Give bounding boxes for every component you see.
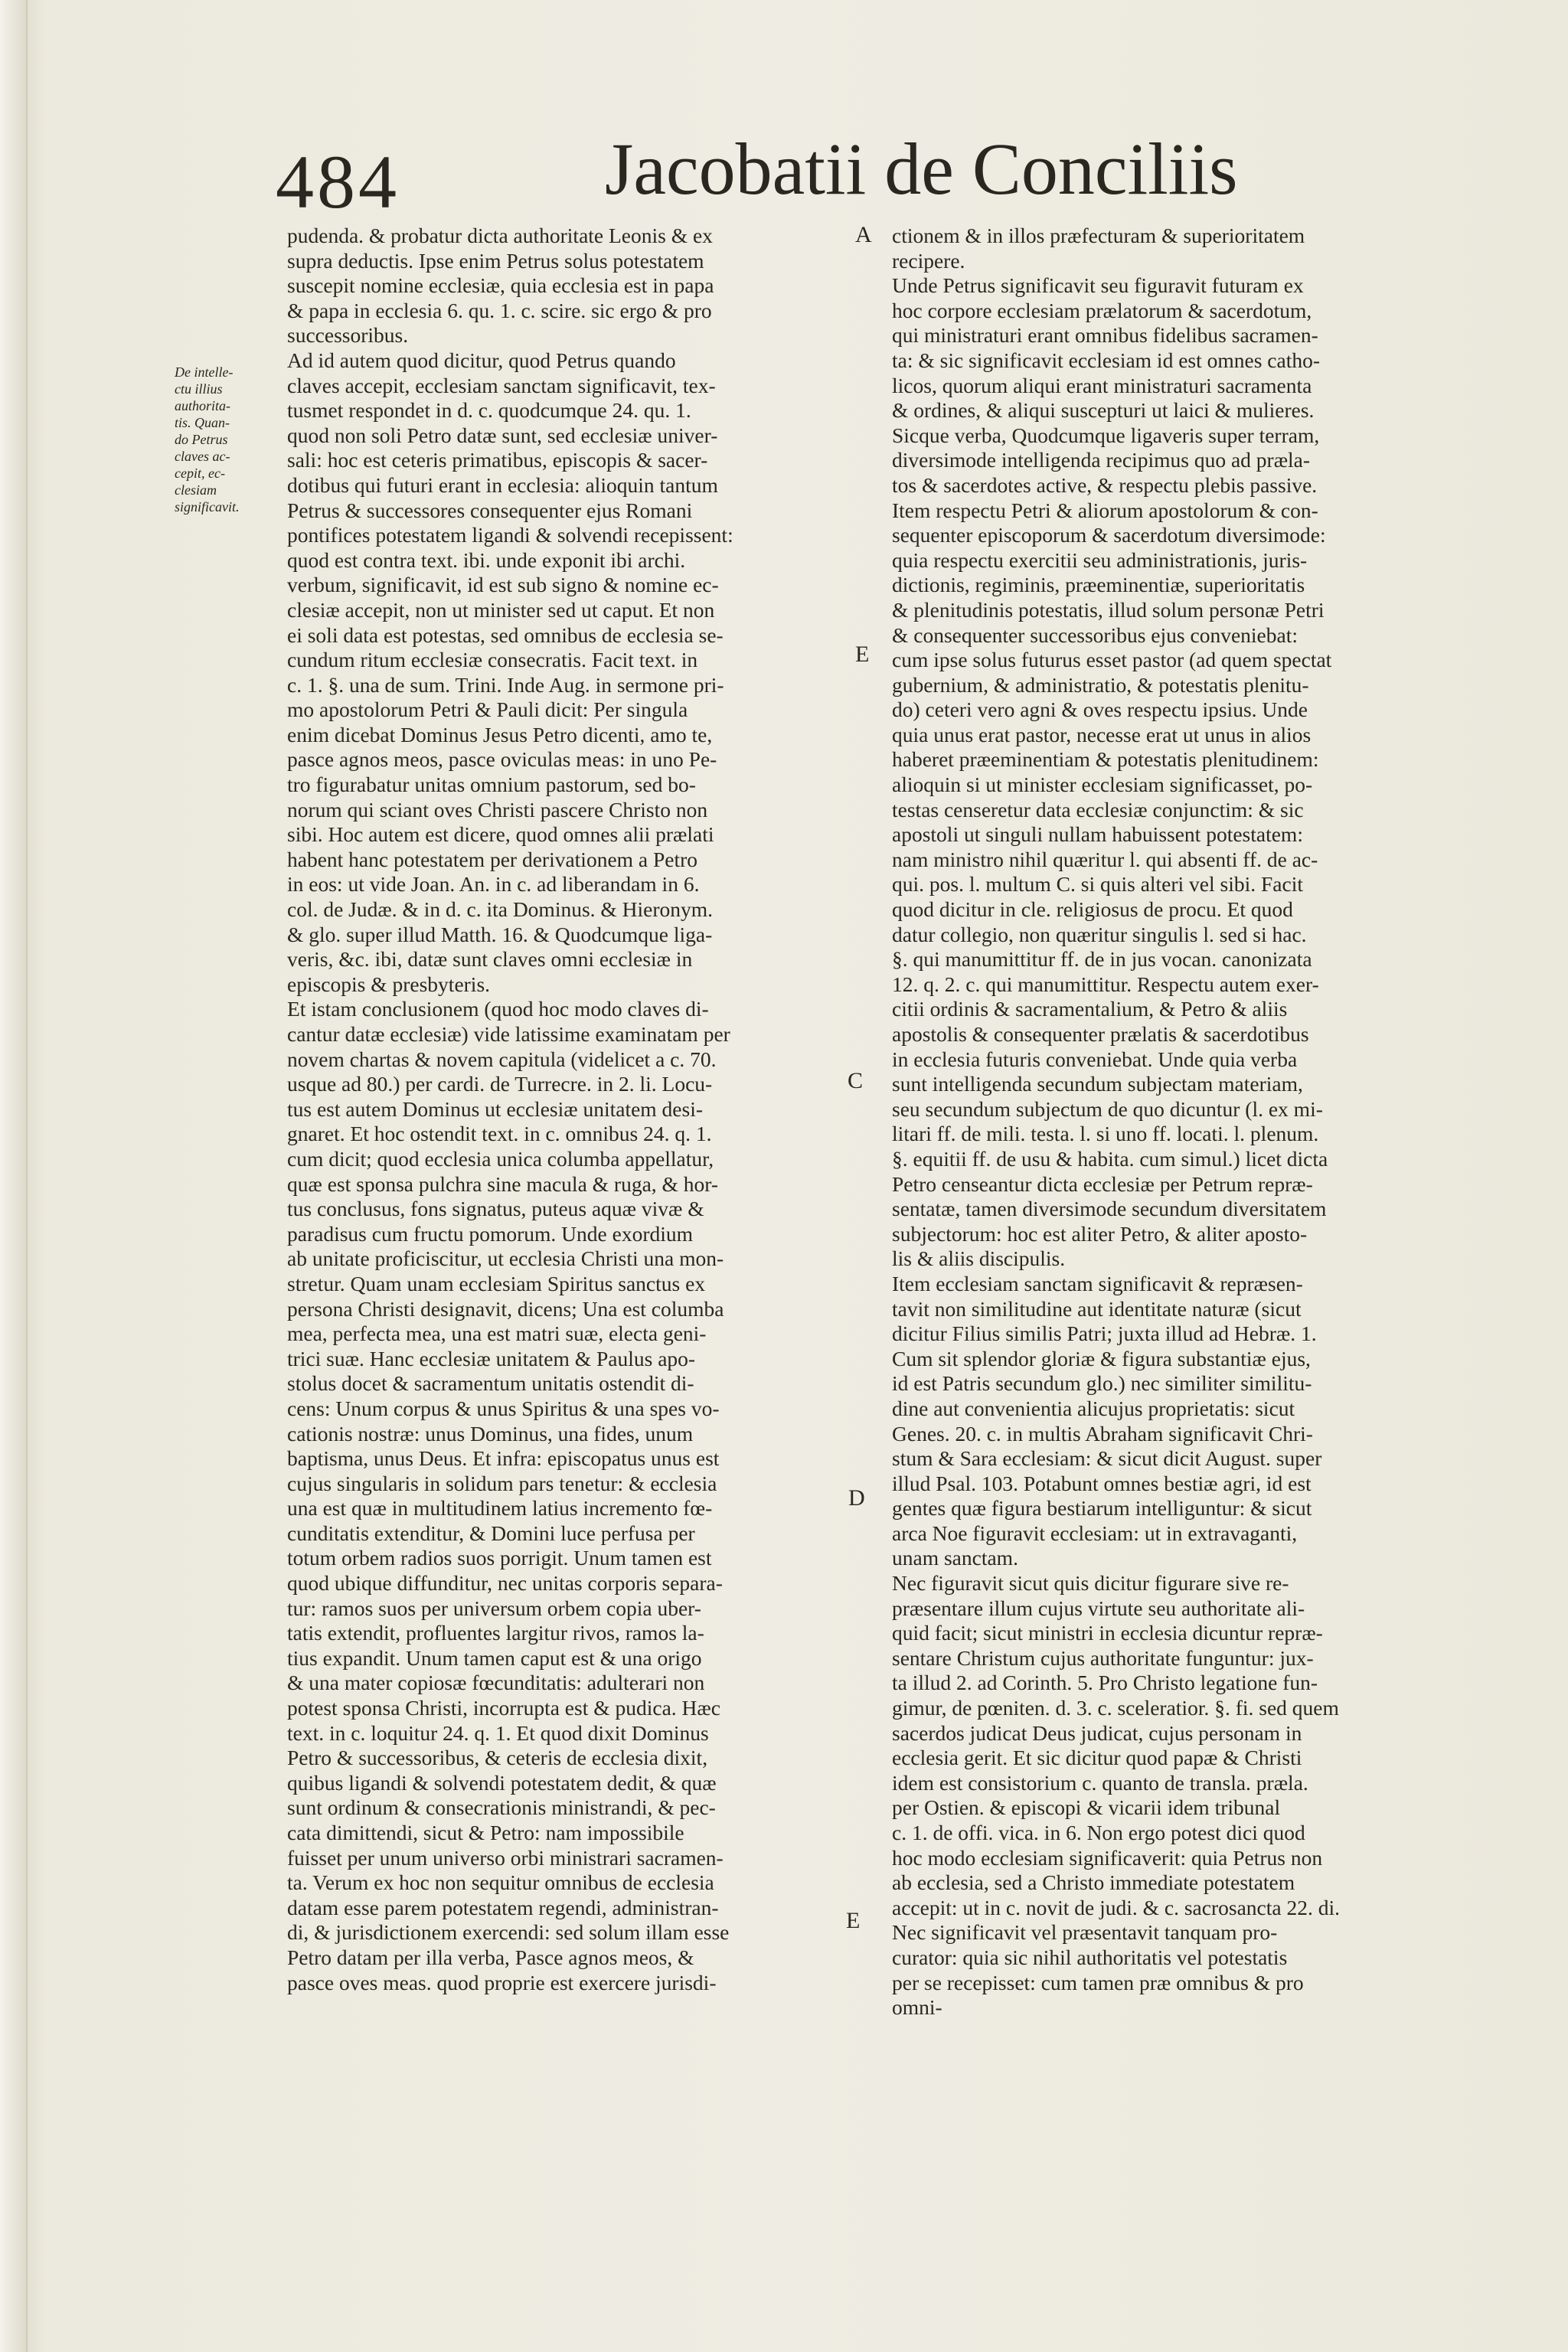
text-line: tius expandit. Unum tamen caput est & una origo (287, 1645, 702, 1670)
text-line: sentare Christum cujus authoritate funguntur: jux- (892, 1645, 1314, 1670)
text-line: paradisus cum fructu pomorum. Unde exordium (287, 1221, 694, 1246)
text-line: tur: ramos suos per universum orbem copia uber- (287, 1596, 701, 1620)
text-line: Petrus & successores consequenter ejus Romani (287, 498, 693, 522)
text-line: litari ff. de mili. testa. l. si uno ff. locati. l. plenum. (892, 1122, 1319, 1146)
text-line: datur collegio, non quæritur singulis l. sed si hac. (892, 922, 1307, 946)
margin-note-line: claves ac- (175, 449, 230, 464)
text-line: di, & jurisdictionem exercendi: sed solum illam esse (287, 1920, 730, 1945)
text-line: curator: quia sic nihil authoritatis vel potestatis (892, 1945, 1288, 1969)
text-line: sacerdos judicat Deus judicat, cujus personam in (892, 1720, 1302, 1745)
text-line: unam sanctam. (892, 1546, 1018, 1570)
text-line: sequenter episcoporum & sacerdotum diversimode: (892, 523, 1326, 547)
text-line: Cum sit splendor gloriæ & figura substantiæ ejus, (892, 1346, 1311, 1370)
text-line: sali: hoc est ceteris primatibus, episcopis & sacer- (287, 448, 708, 472)
text-line: recipere. (892, 248, 965, 273)
text-line: datam esse parem potestatem regendi, administran- (287, 1895, 719, 1919)
text-line: licos, quorum aliqui erant ministraturi sacramenta (892, 373, 1312, 397)
text-line: successoribus. (287, 323, 409, 348)
text-line: sunt intelligenda secundum subjectam materiam, (892, 1072, 1303, 1096)
text-line: ei soli data est potestas, sed omnibus de ecclesia se- (287, 622, 724, 647)
text-line: ta: & sic significavit ecclesiam id est omnes catho- (892, 348, 1320, 372)
text-line: tatis extendit, profluentes largitur rivos, ramos la- (287, 1621, 704, 1645)
text-line: mo apostolorum Petri & Pauli dicit: Per singula (287, 697, 688, 722)
text-line: gubernium, & administratio, & potestatis plenitu- (892, 672, 1309, 697)
text-line: cata dimittendi, sicut & Petro: nam impossibile (287, 1821, 684, 1844)
text-line: cunditatis extenditur, & Domini luce perfusa per (287, 1521, 695, 1545)
text-line: norum qui sciant oves Christi pascere Christo non (287, 797, 708, 822)
running-title: Jacobatii de Conciliis (605, 128, 1238, 210)
text-line: arca Noe figuravit ecclesiam: ut in extravaganti, (892, 1521, 1298, 1545)
text-line: idem est consistorium c. quanto de transla. præla. (892, 1770, 1308, 1795)
text-line: ta illud 2. ad Corinth. 5. Pro Christo legatione fun- (892, 1671, 1318, 1695)
text-line: diversimode intelligenda recipimus quo ad præla- (892, 448, 1311, 472)
text-line: cens: Unum corpus & unus Spiritus & una spes vo- (287, 1396, 720, 1420)
text-line: suscepit nomine ecclesiæ, quia ecclesia est in papa (287, 273, 714, 298)
text-line: id est Patris secundum glo.) nec similiter similitu- (892, 1371, 1312, 1396)
text-line: Ad id autem quod dicitur, quod Petrus quando (287, 348, 676, 372)
text-line: clesiæ accepit, non ut minister sed ut caput. Et non (287, 597, 715, 622)
facing-page-edge (0, 0, 28, 2352)
text-line: §. equitii ff. de usu & habita. cum simul.) licet dicta (892, 1146, 1328, 1171)
text-line: cujus singularis in solidum pars tenetur: & ecclesia (287, 1471, 717, 1495)
text-line: Petro censeantur dicta ecclesiæ per Petrum repræ- (892, 1171, 1313, 1196)
text-line: mea, perfecta mea, una est matri suæ, electa geni- (287, 1321, 707, 1346)
text-line: do) ceteri vero agni & oves respectu ipsius. Unde (892, 697, 1308, 722)
text-line: dine aut convenientia alicujus proprietatis: sicut (892, 1396, 1295, 1420)
text-line: apostoli ut singuli nullam habuissent potestatem: (892, 822, 1303, 847)
text-line: accepit: ut in c. novit de judi. & c. sacrosancta 22. di. (892, 1895, 1340, 1919)
text-line: lis & aliis discipulis. (892, 1246, 1066, 1271)
text-line: quod est contra text. ibi. unde exponit ibi archi. (287, 547, 686, 572)
text-line: & ordines, & aliqui suscepturi ut laici & mulieres. (892, 398, 1315, 423)
text-line: ta. Verum ex hoc non sequitur omnibus de ecclesia (287, 1870, 714, 1895)
text-line: potest sponsa Christi, incorrupta est & pudica. Hæc (287, 1696, 720, 1720)
text-line: quia unus erat pastor, necesse erat ut unus in alios (892, 722, 1312, 746)
text-line: qui. pos. l. multum C. si quis alteri vel sibi. Facit (892, 872, 1304, 897)
text-line: gnaret. Et hoc ostendit text. in c. omnibus 24. q. 1. (287, 1122, 712, 1146)
text-line: dictionis, regiminis, præeminentiæ, superioritatis (892, 573, 1305, 597)
margin-note-line: De intelle- (175, 364, 234, 380)
text-line: cantur datæ ecclesiæ) vide latissime examinatam per (287, 1022, 730, 1046)
margin-note-line: significavit. (175, 499, 240, 514)
text-line: quod dicitur in cle. religiosus de procu. Et quod (892, 897, 1293, 922)
text-line: stolus docet & sacramentum unitatis ostendit di- (287, 1371, 694, 1396)
text-line: ctionem & in illos præfecturam & superioritatem (892, 224, 1305, 247)
text-line: testas censeretur data ecclesiæ conjunctim: & sic (892, 797, 1304, 822)
text-line: alioquin si ut minister ecclesiam significasset, po- (892, 773, 1313, 797)
text-line: col. de Judæ. & in d. c. ita Dominus. & Hieronym. (287, 897, 714, 922)
text-line: stum & Sara ecclesiam: & sicut dicit August. super (892, 1446, 1322, 1471)
text-line: veris, &c. ibi, datæ sunt claves omni ecclesiæ in (287, 947, 693, 972)
margin-note-line: tis. Quan- (175, 415, 230, 430)
text-line: gimur, de pœniten. d. 3. c. sceleratior. §. fi. sed quem (892, 1696, 1339, 1720)
section-letter-a: A (855, 222, 872, 247)
text-line: tro figurabatur unitas omnium pastorum, sed bo- (287, 773, 696, 797)
text-line: Genes. 20. c. in multis Abraham significavit Chri- (892, 1421, 1313, 1446)
margin-note-line: cepit, ec- (175, 466, 225, 481)
text-line: c. 1. §. una de sum. Trini. Inde Aug. in sermone pri- (287, 672, 724, 697)
text-line: Nec figuravit sicut quis dicitur figurare sive re- (892, 1571, 1289, 1596)
text-line: seu secundum subjectum de quo dicuntur (l. ex mi- (892, 1096, 1323, 1121)
text-line: & consequenter successoribus ejus conveniebat: (892, 622, 1298, 647)
text-line: hoc corpore ecclesiam prælatorum & sacerdotum, (892, 298, 1312, 322)
text-line: haberet præeminentiam & potestatis plenitudinem: (892, 747, 1319, 772)
text-line: gentes quæ figura bestiarum intelliguntur: & sicut (892, 1496, 1312, 1521)
text-line: pasce agnos meos, pasce oviculas meas: in uno Pe- (287, 747, 717, 772)
margin-note-line: ctu illius (175, 381, 223, 397)
section-letter-e-top: E (855, 642, 870, 667)
text-line: cationis nostræ: unus Dominus, una fides, unum (287, 1421, 694, 1446)
text-line: tus est autem Dominus ut ecclesiæ unitatem desi- (287, 1096, 704, 1121)
text-line: pasce oves meas. quod proprie est exercere jurisdi- (287, 1970, 717, 1994)
text-line: novem chartas & novem capitula (videlicet a c. 70. (287, 1047, 717, 1071)
text-line: ab ecclesia, sed a Christo immediate potestatem (892, 1870, 1295, 1895)
text-line: verbum, significavit, id est sub signo & nomine ec- (287, 573, 719, 597)
text-line: dicitur Filius similis Patri; juxta illud ad Hebræ. 1. (892, 1321, 1317, 1346)
text-line: in eos: ut vide Joan. An. in c. ad liberandam in 6. (287, 872, 700, 897)
text-line: habent hanc potestatem per derivationem a Petro (287, 847, 698, 871)
text-line: tus conclusus, fons signatus, puteus aquæ vivæ & (287, 1197, 704, 1221)
text-line: quod non soli Petro datæ sunt, sed ecclesiæ univer- (287, 423, 718, 447)
text-line: c. 1. de offi. vica. in 6. Non ergo potest dici quod (892, 1821, 1305, 1844)
text-line: persona Christi designavit, dicens; Una est columba (287, 1296, 724, 1321)
text-line: Item ecclesiam sanctam significavit & repræsen- (892, 1271, 1303, 1295)
text-line: trici suæ. Hanc ecclesiæ unitatem & Paulus apo- (287, 1346, 696, 1370)
text-line: citii ordinis & sacramentalium, & Petro & aliis (892, 997, 1288, 1021)
text-line: pontifices potestatem ligandi & solvendi recepissent: (287, 523, 733, 547)
text-line: ab unitate proficiscitur, ut ecclesia Christi una mon- (287, 1246, 724, 1271)
text-line: Petro datam per illa verba, Pasce agnos meos, & (287, 1945, 694, 1969)
section-letter-e-bottom: E (846, 1908, 861, 1933)
text-line: cundum ritum ecclesiæ consecratis. Facit text. in (287, 648, 698, 672)
text-line: quæ est sponsa pulchra sine macula & ruga, & hor- (287, 1171, 719, 1196)
text-line: & plenitudinis potestatis, illud solum personæ Petri (892, 597, 1325, 622)
text-line: per se recepisset: cum tamen præ omnibus & pro (892, 1970, 1304, 1994)
text-line: usque ad 80.) per cardi. de Turrecre. in 2. li. Locu- (287, 1072, 713, 1096)
text-line: sibi. Hoc autem est dicere, quod omnes alii prælati (287, 822, 714, 847)
text-line: tos & sacerdotes active, & respectu plebis passive. (892, 472, 1318, 497)
text-line: supra deductis. Ipse enim Petrus solus potestatem (287, 248, 704, 273)
margin-note (175, 364, 282, 515)
text-line: Et istam conclusionem (quod hoc modo claves di- (287, 997, 709, 1021)
text-line: qui ministraturi erant omnibus fidelibus sacramen- (892, 323, 1318, 348)
text-line: baptisma, unus Deus. Et infra: episcopatus unus est (287, 1446, 720, 1471)
text-line: quibus ligandi & solvendi potestatem dedit, & quæ (287, 1770, 717, 1795)
text-line: episcopis & presbyteris. (287, 972, 491, 996)
text-line: Sicque verba, Quodcumque ligaveris super terram, (892, 423, 1320, 447)
text-line: una est quæ in multitudinem latius incremento fœ- (287, 1496, 713, 1521)
text-line: totum orbem radios suos porrigit. Unum tamen est (287, 1546, 712, 1570)
margin-note-line: authorita- (175, 398, 231, 413)
text-line: & una mater copiosæ fœcunditatis: adulterari non (287, 1671, 705, 1695)
left-column (287, 224, 850, 1995)
right-column (892, 224, 1459, 2020)
text-line: præsentare illum cujus virtute seu authoritate ali- (892, 1596, 1305, 1620)
margin-note-line: clesiam (175, 482, 217, 498)
text-line: hoc modo ecclesiam significaverit: quia Petrus non (892, 1845, 1323, 1870)
text-line: subjectorum: hoc est aliter Petro, & aliter aposto- (892, 1221, 1308, 1246)
text-line: tusmet respondet in d. c. quodcumque 24. qu. 1. (287, 398, 691, 423)
text-line: Unde Petrus significavit seu figuravit futuram ex (892, 273, 1304, 298)
text-line: pudenda. & probatur dicta authoritate Leonis & ex (287, 224, 713, 247)
text-line: Nec significavit vel præsentavit tanquam pro- (892, 1920, 1278, 1945)
text-line: quid facit; sicut ministri in ecclesia dicuntur repræ- (892, 1621, 1323, 1645)
text-line: ecclesia gerit. Et sic dicitur quod papæ & Christi (892, 1746, 1302, 1770)
margin-note-line: do Petrus (175, 432, 228, 447)
text-line: sentatæ, tamen diversimode secundum diversitatem (892, 1197, 1327, 1221)
text-line: §. qui manumittitur ff. de in jus vocan. canonizata (892, 947, 1312, 972)
text-line: Petro & successoribus, & ceteris de ecclesia dixit, (287, 1746, 708, 1770)
text-line: cum ipse solus futurus esset pastor (ad quem spectat (892, 648, 1332, 672)
text-line: quia respectu exercitii seu administrationis, juris- (892, 547, 1308, 572)
text-line: quod ubique diffunditur, nec unitas corporis separa- (287, 1571, 723, 1596)
section-letter-c: C (848, 1068, 864, 1093)
text-line: & glo. super illud Matth. 16. & Quodcumque liga- (287, 922, 713, 946)
text-line: apostolis & consequenter prælatis & sacerdotibus (892, 1022, 1309, 1046)
text-line: per Ostien. & episcopi & vicarii idem tribunal (892, 1795, 1281, 1820)
text-line: dotibus qui futuri erant in ecclesia: alioquin tantum (287, 472, 718, 497)
text-line: illud Psal. 103. Potabunt omnes bestiæ agri, id est (892, 1471, 1312, 1495)
text-line: in ecclesia futuris conveniebat. Unde quia verba (892, 1047, 1298, 1071)
text-line: enim dicebat Dominus Jesus Petro dicenti, amo te, (287, 722, 713, 746)
page-number: 484 (276, 139, 400, 224)
text-line: omni- (892, 1995, 942, 2020)
text-line: 12. q. 2. c. qui manumittitur. Respectu autem exer- (892, 972, 1319, 996)
text-line: sunt ordinum & consecrationis ministrandi, & pec- (287, 1795, 716, 1820)
text-line: tavit non similitudine aut identitate naturæ (sicut (892, 1296, 1302, 1321)
text-line: claves accepit, ecclesiam sanctam significavit, tex- (287, 373, 716, 397)
section-letter-d: D (848, 1485, 865, 1511)
text-line: Item respectu Petri & aliorum apostolorum & con- (892, 498, 1318, 522)
text-line: cum dicit; quod ecclesia unica columba appellatur, (287, 1146, 714, 1171)
text-line: text. in c. loquitur 24. q. 1. Et quod dixit Dominus (287, 1720, 709, 1745)
text-line: fuisset per unum universo orbi ministrari sacramen- (287, 1845, 724, 1870)
text-line: nam ministro nihil quæritur l. qui absenti ff. de ac- (892, 847, 1318, 871)
text-line: & papa in ecclesia 6. qu. 1. c. scire. sic ergo & pro (287, 298, 712, 322)
text-line: stretur. Quam unam ecclesiam Spiritus sanctus ex (287, 1271, 706, 1295)
